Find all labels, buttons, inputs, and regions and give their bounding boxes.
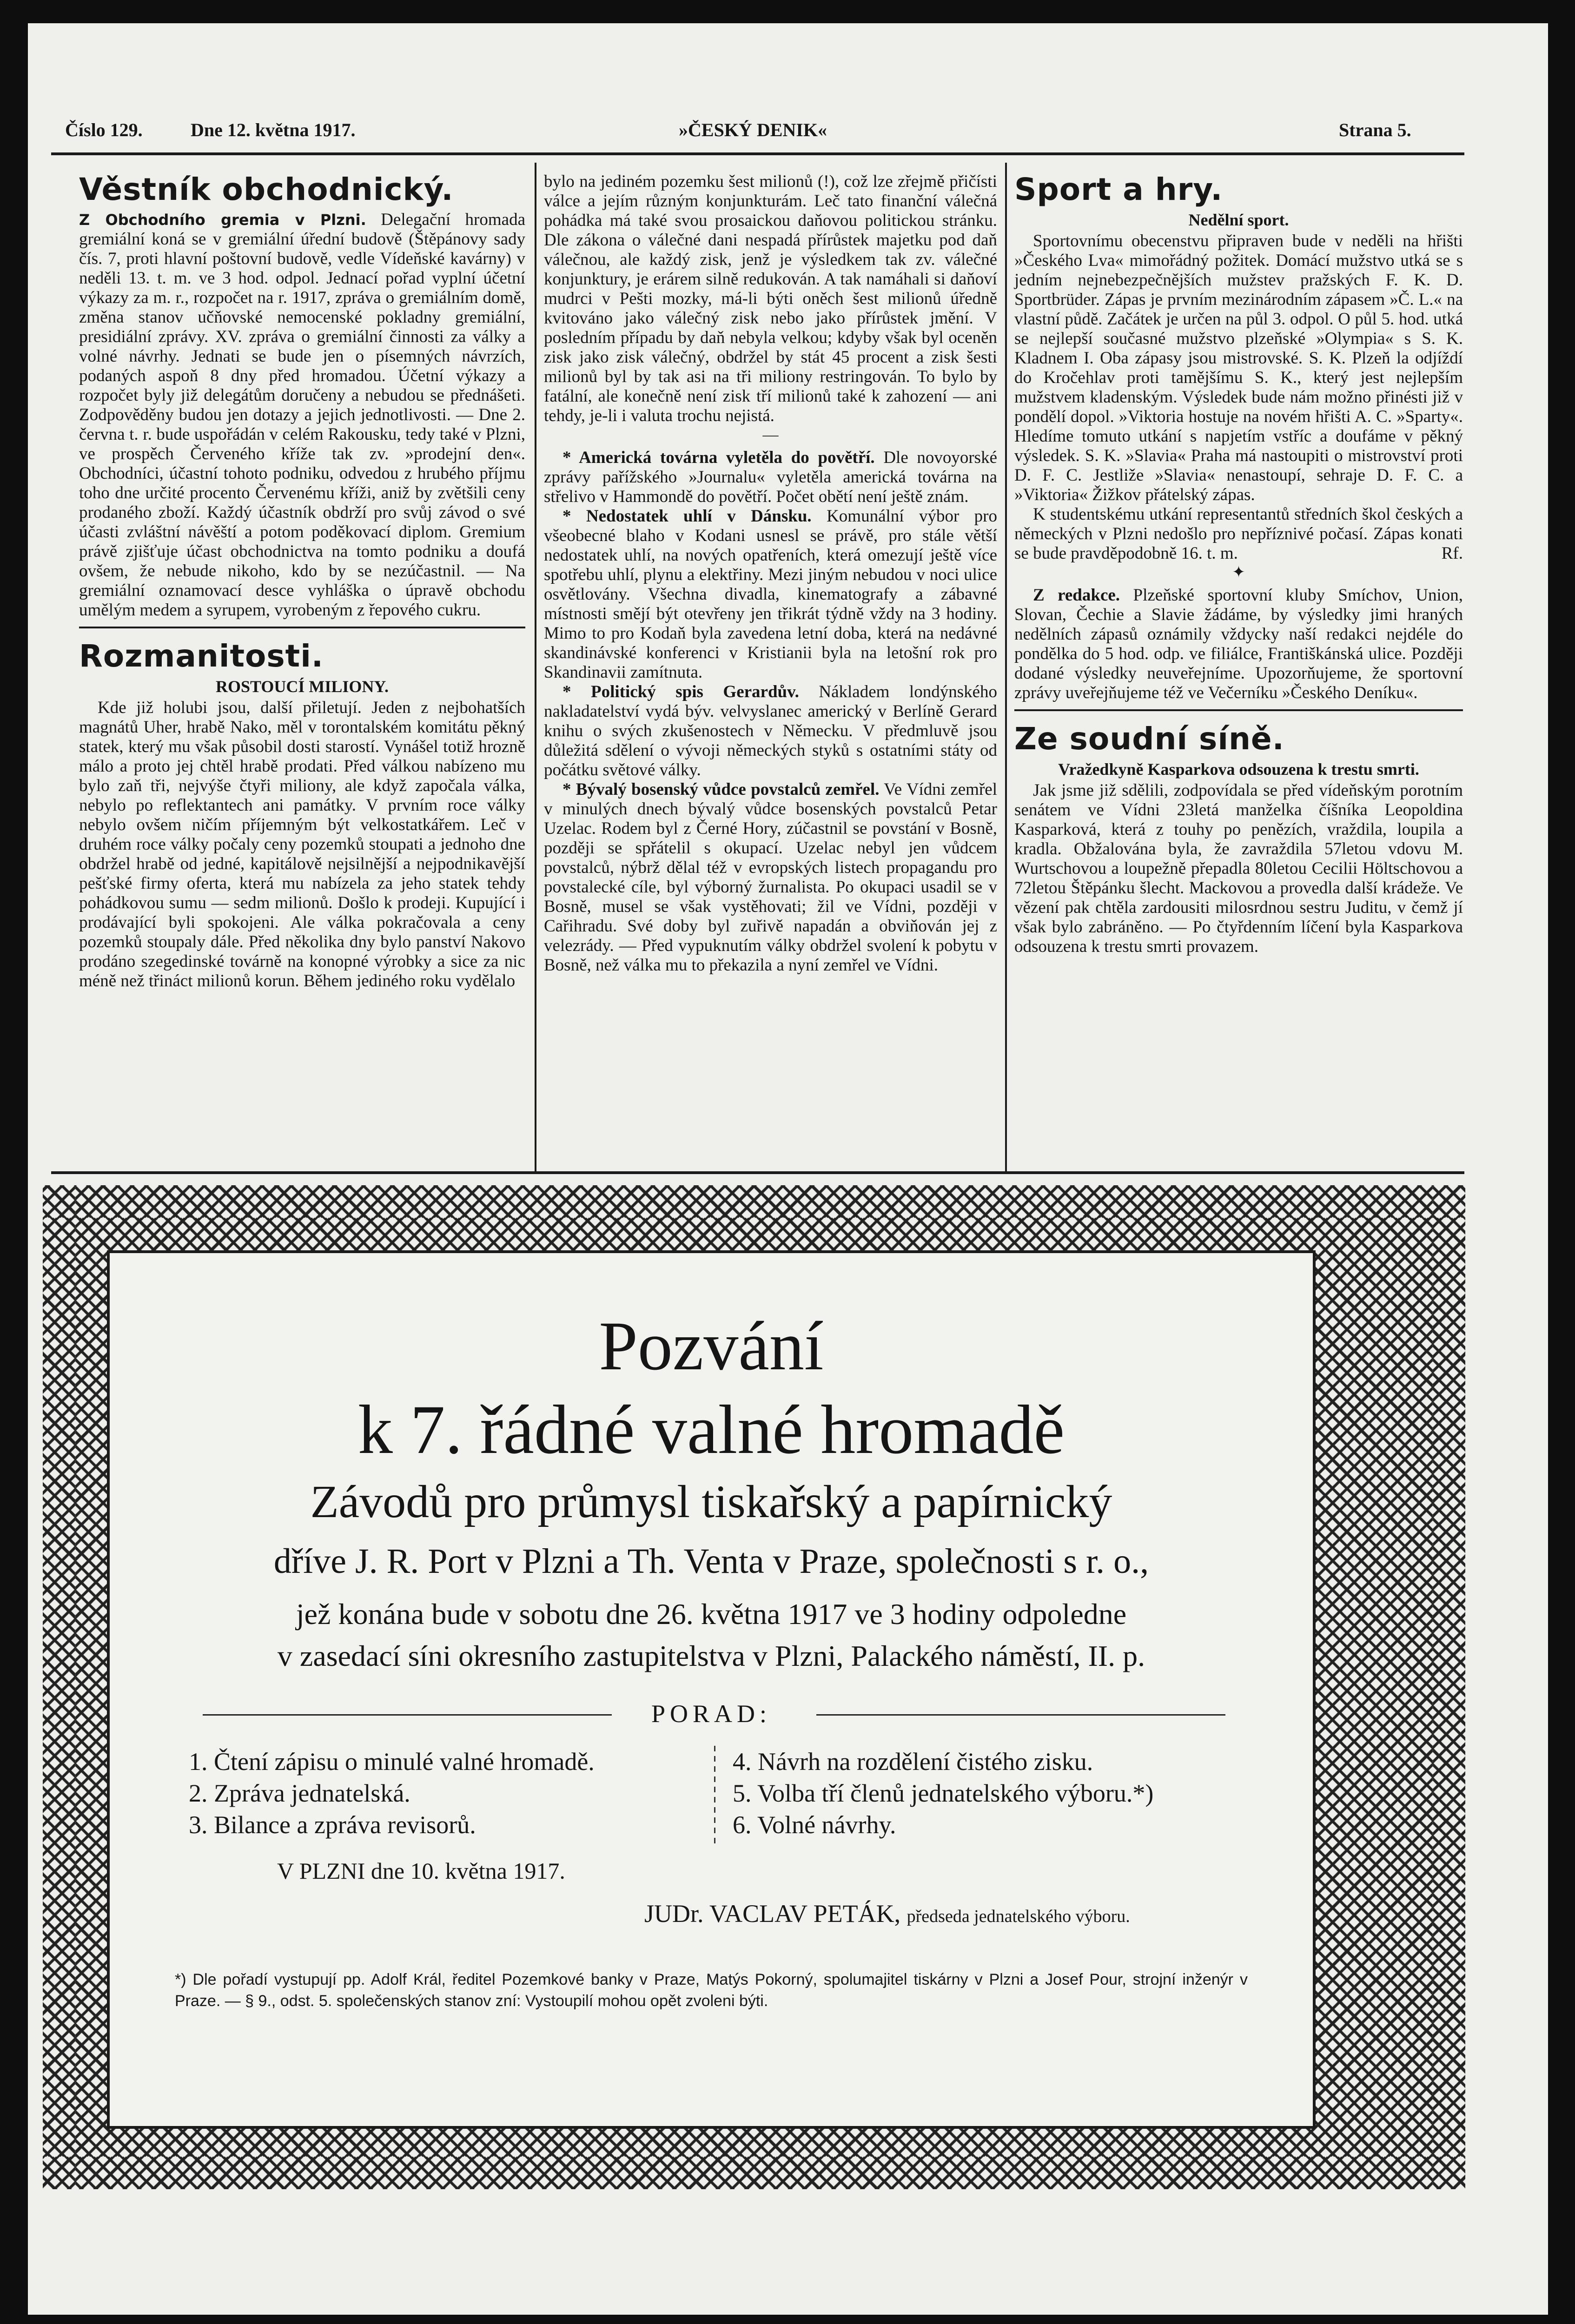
agenda-left: [189, 1746, 595, 1841]
news-lead: * Politický spis Gerardův.: [562, 682, 799, 701]
news-text: Dle novoyorské zprávy pařížského »Journalu« vyletěla americká továrna na střelivo v Hammondě do povětří. Počet obětí není ještě znám.: [544, 448, 998, 506]
section-title-sport: Sport a hry.: [1014, 172, 1223, 207]
page-header: [56, 112, 1460, 149]
column-divider: [79, 627, 525, 628]
header-rule: [51, 152, 1464, 155]
section-title-miscellany: Rozmanitosti.: [79, 638, 324, 674]
ad-title: Pozvání: [599, 1307, 824, 1385]
article-student-match: [1014, 505, 1463, 563]
issue-number: Číslo 129.: [65, 119, 143, 140]
ad-when: jež konána bude v sobotu dne 26. května 1917 ve 3 hodiny odpoledne: [296, 1598, 1127, 1631]
signer-name: JUDr. VACLAV PETÁK,: [644, 1900, 901, 1928]
article-heading-sunday-sport: Nedělní sport.: [1188, 211, 1289, 229]
ad-footnote: *) Dle pořadí vystupují pp. Adolf Král, ředitel Pozemkové banky v Praze, Matýs Pokorný, spolumajitel tiskárny v Plzni a Josef Pour, strojní inženýr v Praze. — § 9., odst. 5. společenských stanov zní: Vystoupilí mohou opět zvoleni býti.: [175, 1971, 1248, 2010]
article-lead: Z redakce.: [1033, 586, 1120, 605]
ad-top-rule: [51, 1171, 1464, 1174]
article-heading-kasparkova: Vražedkyně Kasparkova odsouzena k trestu smrti.: [1058, 760, 1419, 779]
column-1: [79, 172, 525, 991]
article-text: Plzeňské sportovní kluby Smíchov, Union, Slovan, Čechie a Slavie žádáme, by výsledky jimi hraných nedělních zápasů oznámily vždycky naší redakci nejdéle do pondělka do 5 hod. odp. ve filiálce, Františkánská ulice. Později dodané výsledky neuveřejníme. Upozorňujeme, že sportovní zprávy uveřejňujeme též ve Večerníku »Českého Deníku«.: [1014, 586, 1463, 702]
issue-date: Dne 12. května 1917.: [191, 119, 356, 140]
column-rule-1: [535, 163, 536, 1171]
agenda-item: 3. Bilance a zpráva revisorů.: [189, 1811, 476, 1839]
article-gremium: [79, 210, 525, 620]
news-american-factory: [544, 448, 997, 507]
agenda-item: 4. Návrh na rozdělení čistého zisku.: [733, 1748, 1093, 1776]
article-kasparkova: Jak jsme již sdělili, zodpovídala se před vídeňským porotním senátem ve Vídni 23letá manželka číšníka Leopoldina Kasparková, která z touhy po penězích, vraždila, loupila a kradla. Obžalována byla, že zavraždila 57letou vdovu M. Wurtschovou a loupežně přepadla 80letou Cecilii Höltschovou a 72letou Štěpánku šlecht. Mackovou a provedla další krádeže. Ve vězení pak chtěla zardousiti milosrdnou sestru Juditu, v čemž jí však bylo zabráněno. — Po čtyřdenním líčení byla Kasparkova odsouzena k trestu smrti provazem.: [1014, 781, 1463, 956]
agenda-item: 6. Volné návrhy.: [733, 1811, 896, 1839]
article-sunday-sport: Sportovnímu obecenstvu připraven bude v neděli na hřišti »Českého Lva« mimořádný požitek. Domácí mužstvo utká se s jedním nejnebezpečnějších mužstev pražských F. K. D. Sportbrüder. Zápas je prvním mezinárodním zápasem »Č. L.« na vlastní půdě. Začátek je určen na půl 3. odpol. O půl 5. hod. utká se nejlepší současné mužstvo plzeňské »Olympia« s S. K. Kladnem I. Oba zápasy jsou mistrovské. S. K. Plzeň la odjíždí do Kročehlav proti tamějšímu S. K., který jest nejlepším mužstvem kladenským. Výsledek bude nám možno přinésti již v pondělí dopol. »Viktoria hostuje na novém hřišti A. C. »Sparty«. Hledíme tomuto utkání s napjetím vstříc a doufáme v pěkný výsledek. S. K. »Slavia« Praha má nastoupiti o mistrovství proti D. F. C. Jestliže »Slavia« nenastoupí, sehraje D. F. C. a »Viktoria« Žižkov přátelský zápas.: [1014, 231, 1463, 504]
news-coal-denmark: [544, 507, 997, 682]
article-editorial-note: [1014, 586, 1463, 703]
ad-formerly: dříve J. R. Port v Plzni a Th. Venta v Praze, společnosti s r. o.,: [273, 1542, 1149, 1581]
advertisement-invitation: [107, 1250, 1316, 2129]
author-signature: Rf.: [1441, 544, 1463, 563]
agenda-right: [733, 1746, 1153, 1841]
news-text: Komunální výbor pro všeobecné blaho v Kodani usnesl se právě, pro stále větší nedostatek uhlí, na nových opatřeních, která omezují ještě více spotřebu uhlí, plynu a elektřiny. Mezi jiným nebudou v noci ulice osvětlovány. Všechna divadla, kinematografy a zábavné místnosti smějí být otevřeny jen třikrát týdně vždy na 3 hodiny. Mimo to pro Kodaň byla zavedena letní doba, která na nedávné skandinávské konferenci v Kristianii byla na letošní rok pro Skandinavii zamítnuta.: [544, 507, 997, 682]
article-text: Delegační hromada gremiální koná se v gremiální úřední budově (Štěpánovy sady čís. 7, proti hlavní poštovní budově, vedle Vídeňské kavárny) v neděli 13. t. m. ve 3 hod. odpol. Jednací pořad vyplní účetní výkazy za m. r., rozpočet na r. 1917, zpráva o gremiálním domě, změna stanov učňovské nemocenské pokladny gremiální, presidiální zprávy. XV. zpráva o gremiální činnosti za války a volné návrhy. Jednati se bude jen o písemných návrzích, podaných aspoň 8 dny před hromadou. Účetní výkazy a rozpočet byly již delegátům doručeny a nebudou se přednášeti. Zodpověděny budou jen dotazy a jejich jednotlivosti. — Dne 2. června t. r. bude uspořádán v celém Rakousku, tedy také v Plzni, ve prospěch Červeného kříže tak zv. »prodejní den«. Obchodníci, účastní tohoto podniku, odvedou z hrubého příjmu toho dne určité procento Červenému kříži, aniž by zvětšili ceny prodaného zboží. Každý účastník obdrží pro svůj závod o své účasti zvláštní návěští a potom poděkovací diplom. Gremium právě zjišťuje účast obchodnictva na tomto podniku a doufá ovšem, že nebude nikoho, kdo by se nezúčastnil. — Na gremiální oznamovací desce vyhláška o úpravě obchodu umělým medem a syrupem, vyrobeným z řepového cukru.: [79, 210, 525, 620]
article-millions-continued: bylo na jediném pozemku šest milionů (!), což lze zřejmě přičísti válce a jejím různým konjunkturám. Leč tato finanční válečná pohádka má také svou prosaickou daňovou politickou stránku. Dle zákona o válečné dani nespadá přírůstek majetku pod daň válečnou, ale každý zisk, jenž je výsledkem tak zv. válečné konjunktury, je erárem silně redukován. A tak namáhali si daňoví mudrci v Pešti mozky, má-li býti oněch šest milionů úředně kvitováno jako válečný zisk nebo jako přírůstek jmění. V posledním případu by daň nebyla velkou; kdyby však byl oceněn zisk jako zisk válečný, obdržel by stát 45 procent a zisk šesti milionů byl by tak asi na tři miliony restringován. To bylo by fatální, ale konečně není zisk tří milionů také k zahození — ani tehdy, je-li i valuta trochu nejistá.: [544, 172, 997, 425]
signer-role: předseda jednatelského výboru.: [907, 1907, 1130, 1926]
divider-star: ✦: [1232, 564, 1245, 581]
section-title-court: Ze soudní síně.: [1014, 721, 1284, 757]
newspaper-name: »ČESKÝ DENIK«: [679, 119, 827, 140]
column-3: [1014, 172, 1463, 957]
news-lead: * Americká továrna vyletěla do povětří.: [562, 448, 875, 467]
agenda-item: 1. Čtení zápisu o minulé valné hromadě.: [189, 1748, 595, 1776]
column-2: [544, 172, 997, 975]
ad-subtitle: k 7. řádné valné hromadě: [357, 1391, 1065, 1468]
ad-place-date: V PLZNI dne 10. května 1917.: [277, 1858, 565, 1884]
agenda-separator: [714, 1746, 715, 1843]
ad-where: v zasedací síni okresního zastupitelstva v Plzni, Palackého náměstí, II. p.: [277, 1639, 1145, 1672]
news-lead: * Bývalý bosenský vůdce povstalců zemřel.: [562, 780, 880, 799]
agenda-item: 2. Zpráva jednatelská.: [189, 1779, 410, 1807]
column-divider: [1014, 709, 1463, 711]
news-text: Nákladem londýnského nakladatelství vydá býv. velvyslanec americký v Berlíně Gerard knihu o svých zkušenostech v Německu. V předmluvě jsou důležitá sdělení o vývoji německých styků s ostatními státy od počátku světové války.: [544, 682, 998, 779]
column-rule-2: [1005, 163, 1007, 1171]
agenda-item: 5. Volba tří členů jednatelského výboru.*): [733, 1779, 1154, 1807]
ad-agenda-heading: PORAD:: [651, 1700, 772, 1728]
article-lead: Z Obchodního gremia v Plzni.: [79, 211, 366, 229]
article-text: K studentskému utkání representantů středních škol českých a německých v Plzni nedošlo pro nepříznivé počasí. Zápas konati se bude pravděpodobně 16. t. m.: [1014, 505, 1463, 563]
news-uzelac: [544, 780, 997, 975]
ad-signature: [644, 1899, 1130, 1928]
page-number: Strana 5.: [1339, 119, 1411, 140]
news-lead: * Nedostatek uhlí v Dánsku.: [562, 507, 812, 526]
porad-rule-right: [816, 1714, 1225, 1716]
news-gerard-book: [544, 682, 997, 780]
article-heading-millions: ROSTOUCÍ MILIONY.: [215, 677, 389, 696]
news-text: Ve Vídni zemřel v minulých dnech bývalý vůdce bosenských povstalců Petar Uzelac. Rodem byl z Černé Hory, zúčastnil se povstání v Bosně, později se spřátelil s okupací. Uzelac nebyl jen vůdcem povstalců, nýbrž dělal též v evropských listech propagandu pro povstalecké cíle, byl výborný žurnalista. Po okupaci usadil se v Bosně, musel se však vystěhovati; žil ve Vídni, později v Cařihradu. Své doby byl zuřivě napadán a obviňován jej z velezrády. — Před vypuknutím války obdržel svolení k pobytu v Bosně, než válka mu to překazila a nyní zemřel ve Vídni.: [544, 780, 997, 975]
divider-dash: —: [762, 426, 779, 443]
article-millions: Kde již holubi jsou, další přiletují. Jeden z nejbohatších magnátů Uher, hrabě Nako, měl v torontalském komitátu pěkný statek, který mu však působil dosti starostí. Vynášel totiž hrozně málo a proto jej chtěl hrabě prodati. Před válkou nabízeno mu bylo zaň tři, nejvýše čtyři miliony, ale když započala válka, nebylo po reflektantech ani památky. V prvním roce války nebylo ovšem ničím příjemným být velkostatkářem. Leč v druhém roce války počaly ceny pozemků stoupati a jednoho dne obdržel hrabě od jedné, kapitálově nejsilnější a nejpodnikavější pešťské firmy oferta, která mu nabízela za jeho statek tehdy pohádkovou sumu — sedm milionů. Došlo k prodeji. Kupující i prodávající byli spokojeni. Ale válka pokračovala a ceny pozemků stoupaly dále. Před několika dny bylo panství Nakovo prodáno szegedinské továrně na konopné výrobky a sice za nic méně než třináct milionů korun. Během jediného roku vydělalo: [79, 698, 525, 990]
ad-company: Závodů pro průmysl tiskařský a papírnický: [310, 1476, 1112, 1527]
section-title-business: Věstník obchodnický.: [79, 172, 454, 207]
